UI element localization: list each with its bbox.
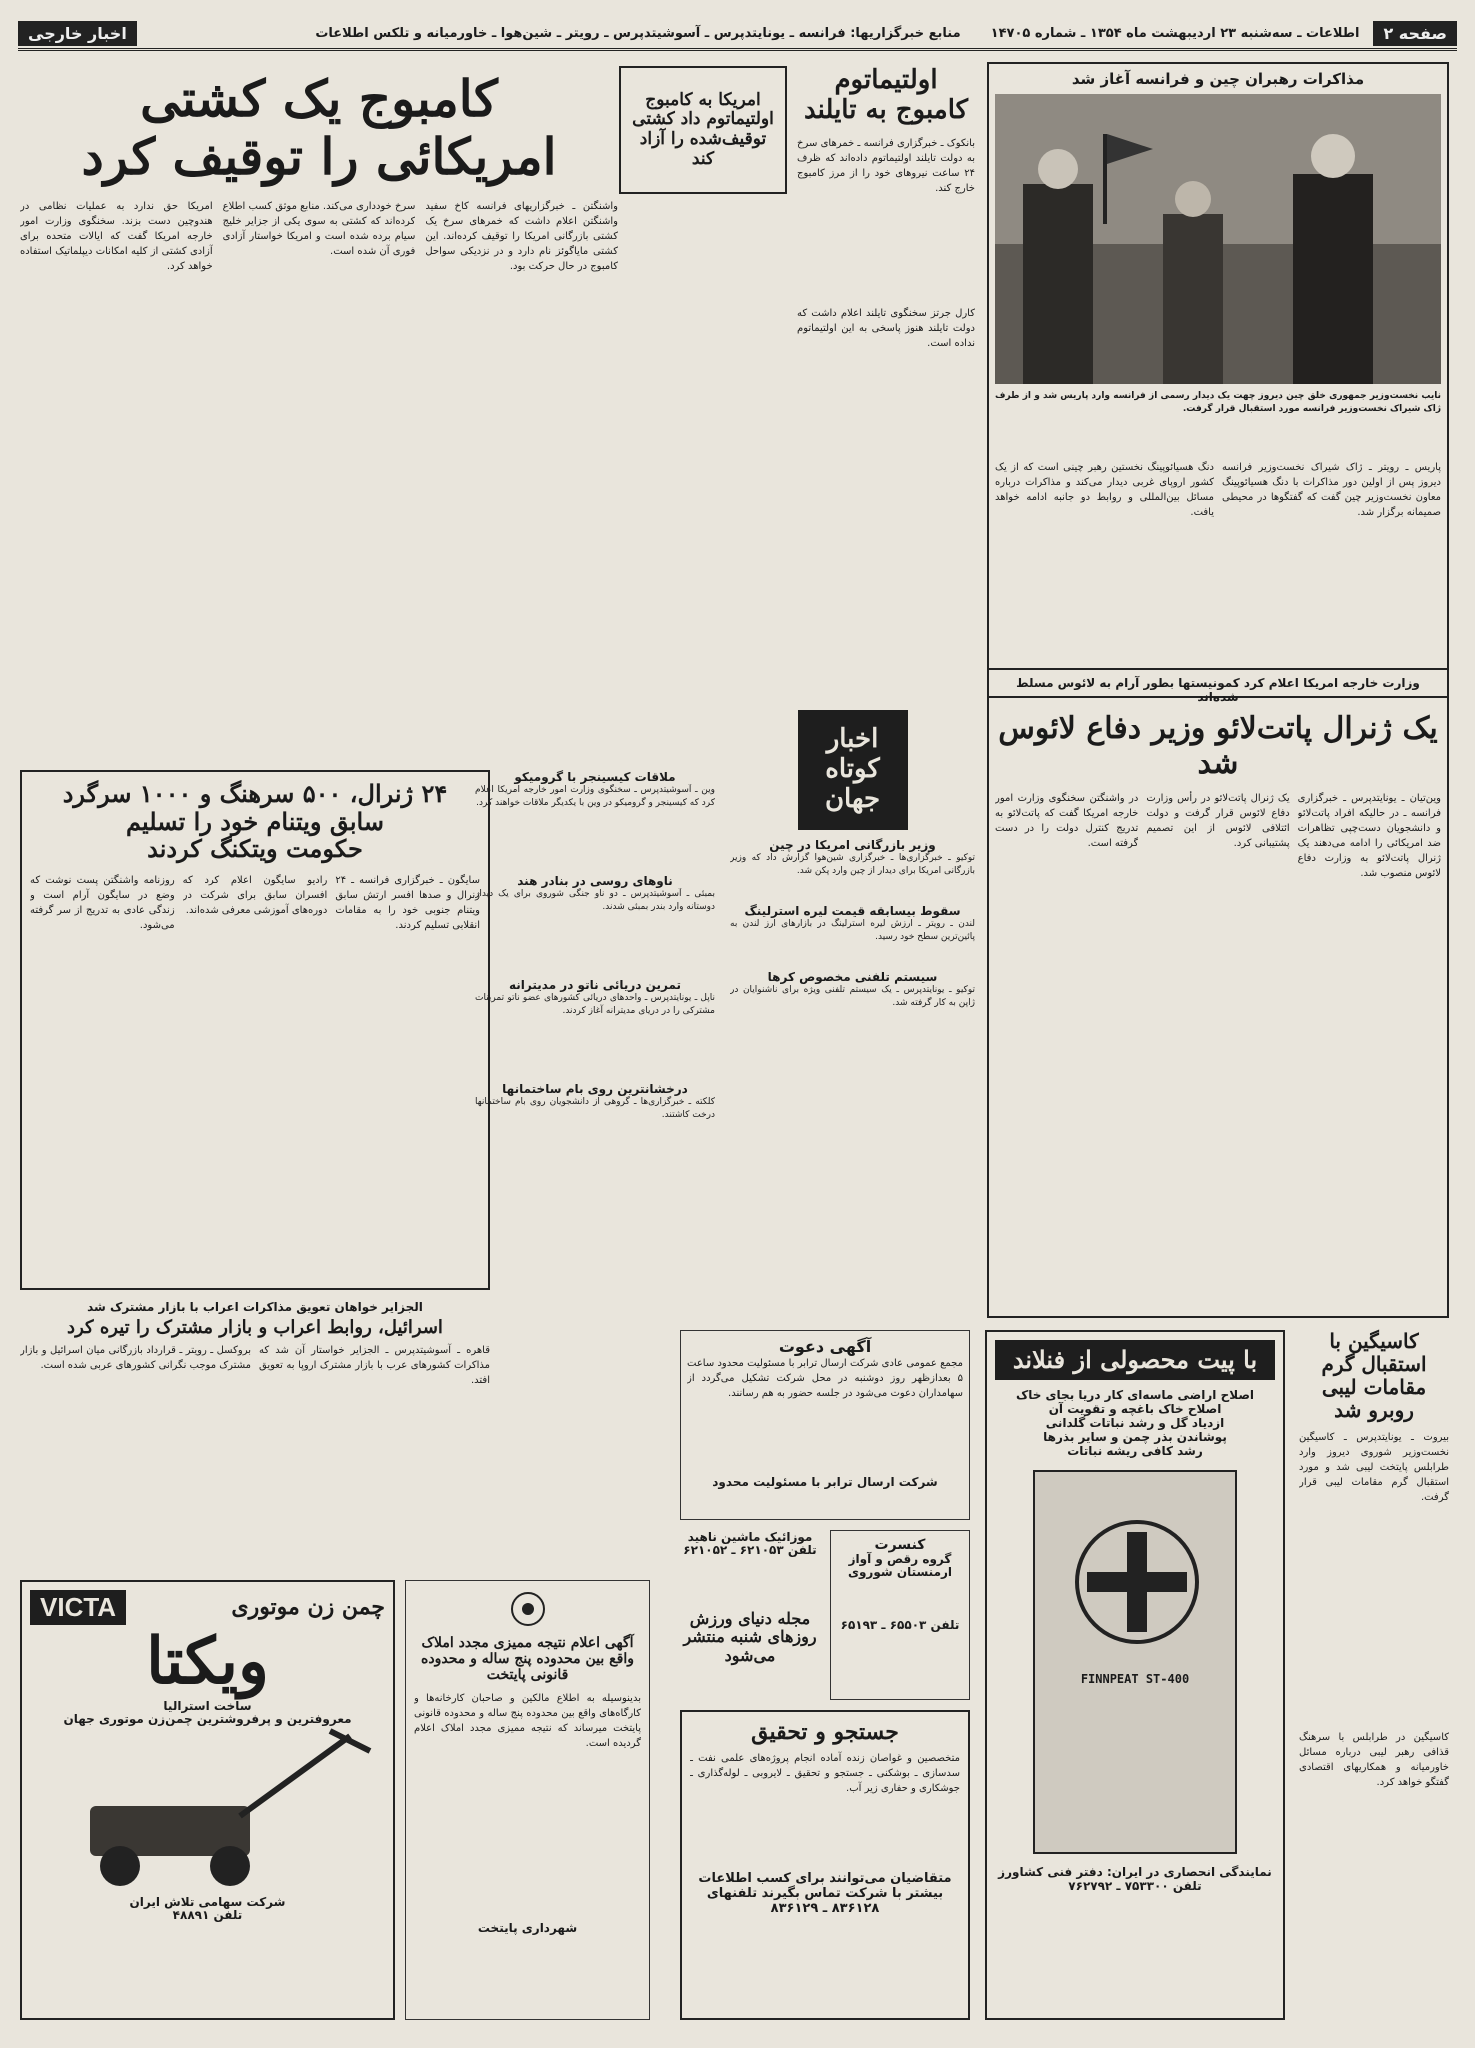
thailand-story [797,66,975,676]
short-news-text-2: بمبئی ـ آسوشیتدپرس ـ دو ناو جنگی شوروی برای یک دیدار دوستانه وارد بندر بمبئی شدند. [475,889,715,912]
short-news-heading-1: ملاقات کیسینجر با گرومیکو [514,770,676,784]
municipal-signature: شهرداری پایتخت [477,1921,578,1936]
municipal-ad [405,1580,650,2020]
vietnam-headline-2: سابق ویتنام خود را تسلیم [126,806,384,836]
kosygin-story [1299,1330,1449,2020]
vietnam-body-3: روزنامه واشنگتن پست نوشت که وضع در سایگون آرام است و زندگی عادی به تدریج از سر گرفته می‌شود. [29,874,175,931]
laos-body-2: یک ژنرال پاتت‌لائو در رأس وزارت دفاع لائوس قرار گرفت و دولت ائتلافی لائوس از این تصمیم پشتیبانی کرد. [1146,793,1290,849]
main-body-2: سرخ خودداری می‌کند. منابع موثق کسب اطلاع کرده‌اند که کشتی به سوی یکی از جزایر خلیج سیام برده شده است و امریکا خواستار آزادی فوری آن شده است. [222,201,416,257]
research-ad [680,1710,970,2020]
short-news-heading-6: درخشانترین روی بام ساختمانها [502,1082,688,1096]
china-body-1: پاریس ـ رویتر ـ ژاک شیراک نخست‌وزیر فرانسه دیروز پس از اولین دور مذاکرات با دنگ هسیائوپینگ معاون نخست‌وزیر چین گفت که گفتگوها در محیطی صمیمانه برگزار شد. [1222,462,1441,518]
vietnam-headline-3: حکومت ویتکنگ کردند [147,834,363,864]
ultimatum-box [619,66,787,194]
kosygin-body-2: کاسیگین در طرابلس با سرهنگ قذافی رهبر لیبی درباره مسائل خاورمیانه و همکاریهای اقتصادی گفتگو خواهد کرد. [1299,1732,1449,1788]
laos-body-1: وین‌تیان ـ یونایتدپرس ـ خبرگزاری فرانسه ـ در حالیکه افراد پاتت‌لائو و دانشجویان دست‌چپی تظاهرات ضد امریکائی را ادامه می‌دهند یک ژنرال پاتت‌لائو به وزارت دفاع لائوس منصوب شد. [1297,793,1441,879]
victa-brand-latin: VICTA [30,1590,126,1625]
short-news-heading-2: ناوهای روسی در بنادر هند [517,874,673,888]
victa-tagline: معروفترین و پرفروشترین چمن‌زن موتوری جهان [63,1711,352,1726]
victa-brand: ویکتا [146,1624,269,1699]
peat-line-0: اصلاح اراضی ماسه‌ای کار دریا بجای خاک [1015,1387,1255,1402]
algeria-kicker: الجزایر خواهان تعویق مذاکرات اعراب با بازار مشترک شد [87,1300,423,1314]
kosygin-headline: کاسیگین با استقبال گرم مقامات لیبی روبرو شد [1321,1329,1427,1422]
sport-ad [680,1610,820,1700]
peat-line-3: پوشاندن بذر چمن و سایر بذرها [1043,1429,1227,1444]
victa-dealer: شرکت سهامی تلاش ایران [129,1894,286,1909]
photo-illustration [995,94,1441,384]
short-news-heading-0: وزیر بازرگانی امریکا در چین [769,838,936,852]
vietnam-body-2: رادیو سایگون اعلام کرد که افسران سابق برای شرکت در دوره‌های آموزشی معرفی شده‌اند. [182,874,328,916]
kosygin-body-1: بیروت ـ یونایتدپرس ـ کاسیگین نخست‌وزیر شوروی دیروز وارد طرابلس پایتخت لیبی شد و مورد استقبال گرم مقامات لیبی قرار گرفت. [1299,1432,1449,1503]
music-title: موزائیک ماشین ناهید [687,1530,813,1544]
victa-title: چمن زن موتوری [231,1593,385,1620]
music-ad [680,1530,820,1600]
research-title: جستجو و تحقیق [751,1719,899,1745]
main-headline-2: امریکائی را توقیف کرد [81,126,557,186]
page-label: صفحه ۲ [1373,21,1457,46]
main-headline-1: کامبوج یک کشتی [140,69,498,128]
peat-line-1: اصلاح خاک باغچه و تقویت آن [1048,1401,1222,1416]
thailand-body-2: کارل جرتز سخنگوی تایلند اعلام داشت که دولت تایلند هنوز پاسخی به این اولتیماتوم نداده است. [797,307,975,349]
invitation-text: مجمع عمومی عادی شرکت ارسال ترابر با مسئولیت محدود ساعت ۵ بعدازظهر روز دوشنبه در محل شرکت تشکیل می‌گردد از سهامداران دعوت می‌شود در جلسه حضور به هم رسانند. [687,1358,963,1399]
lawnmower-icon [30,1726,385,1896]
short-news-heading-5: سیستم تلفنی مخصوص کرها [767,970,938,984]
laos-kicker: وزارت خارجه امریکا اعلام کرد کمونیستها بطور آرام به لائوس مسلط شده‌اند [1016,676,1420,704]
short-news-text-5: توکیو ـ یونایتدپرس ـ یک سیستم تلفنی ویژه برای ناشنوایان در ژاپن به کار گرفته شد. [730,985,975,1008]
short-news-text-0: توکیو ـ خبرگزاری‌ها ـ خبرگزاری شین‌هوا گزارش داد که وزیر بازرگانی امریکا برای دیدار از چین وارد پکن شد. [730,853,975,876]
algeria-body-1: قاهره ـ آسوشیتدپرس ـ الجزایر خواستار آن شد که مذاکرات کشورهای عرب با بازار مشترک اروپا به تعویق افتد. [259,1344,490,1386]
laos-story [987,668,1449,1318]
concert-phone: تلفن ۶۵۵۰۳ ـ ۶۵۱۹۳ [840,1618,960,1632]
invitation-ad [680,1330,970,1520]
short-news-text-4: ناپل ـ یونایتدپرس ـ واحدهای دریائی کشورهای عضو ناتو تمرینات مشترکی را در دریای مدیترانه آغاز کردند. [475,993,715,1016]
vietnam-story [20,770,490,1290]
peat-dealer: نمایندگی انحصاری در ایران: دفتر فنی کشاورز [998,1864,1272,1879]
short-news-text-6: کلکته ـ خبرگزاری‌ها ـ گروهی از دانشجویان روی بام ساختمانها درخت کاشتند. [475,1097,715,1120]
peat-line-4: رشد کافی ریشه نباتات [1067,1443,1203,1458]
peat-phone: تلفن ۷۵۳۳۰۰ ـ ۷۶۲۷۹۲ [1068,1878,1202,1893]
section-label: اخبار خارجی [18,21,137,46]
short-news-title: اخبار کوتاه جهان [798,710,908,830]
ultimatum-title: امریکا به کامبوج اولتیماتوم داد کشتی توقیف‌شده را آزاد کند [632,89,774,169]
main-body-3: امریکا حق ندارد به عملیات نظامی در هندوچین دست بزند. سخنگوی وزارت امور خارجه امریکا گفت که ایالات متحده برای آزادی کشتی از کلیه امکانات دیپلماتیک استفاده خواهد کرد. [19,201,213,272]
short-news-heading-3: سقوط بیسابقه قیمت لیره استرلینگ [744,904,961,918]
algeria-body-2: بروکسل ـ رویتر ـ قرارداد بازرگانی میان اسرائیل و بازار مشترک موجب نگرانی کشورهای عربی شده است. [20,1344,251,1371]
concert-text: گروه رقص و آواز ارمنستان شوروی [847,1552,953,1579]
china-photo [995,94,1441,384]
issue-line: اطلاعات ـ سه‌شنبه ۲۳ اردیبهشت ماه ۱۳۵۴ ـ شماره ۱۴۷۰۵ [990,25,1360,41]
invitation-title: آگهی دعوت [778,1337,872,1356]
peat-bag-logo [1039,1472,1235,1672]
victa-subtitle: ساخت استرالیا [163,1698,252,1713]
research-text: متخصصین و غواصان زنده آماده انجام پروژه‌های علمی نفت ـ سدسازی ـ بوشکنی ـ جستجو و تحقیق ـ لایروبی ـ لوله‌گذاری ـ جوشکاری و حفاری زیر آب. [690,1753,960,1795]
music-phone: تلفن ۶۲۱۰۵۳ ـ ۶۲۱۰۵۲ [683,1543,817,1557]
china-story [987,62,1449,698]
peat-bag-label: FINNPEAT ST-400 [1080,1671,1190,1686]
sources-line: منابع خبرگزاریها: فرانسه ـ یونایتدپرس ـ آسوشیتدپرس ـ رویتر ـ شین‌هوا ـ خاورمیانه و تلکس اطلاعات [315,25,961,41]
short-news [730,710,975,1320]
victa-phone: تلفن ۴۸۸۹۱ [172,1907,243,1922]
thailand-body-1: بانکوک ـ خبرگزاری فرانسه ـ خمرهای سرخ به دولت تایلند اولتیماتوم داده‌اند که ظرف ۲۴ ساعت نیروهای خود را از مرز کامبوج خارج کند. [797,137,975,194]
peat-title: با پیت محصولی از فنلاند [995,1340,1275,1380]
vietnam-body-1: سایگون ـ خبرگزاری فرانسه ـ ۲۴ ژنرال و صدها افسر ارتش سابق ویتنام جنوبی خود را به مقامات انقلابی تسلیم کردند. [335,874,480,931]
municipal-text: بدینوسیله به اطلاع مالکین و صاحبان کارخانه‌ها و کارگاه‌های واقع بین محدوده پنج ساله و محدوده قانونی پایتخت میرساند که نتیجه ممیزی مجدد املاک اعلام گردیده است. [414,1693,641,1750]
victa-ad [20,1580,395,2020]
page-header [18,18,1457,51]
invitation-footer: شرکت ارسال ترابر با مسئولیت محدود [712,1475,938,1489]
china-body-2: دنگ هسیائوپینگ نخستین رهبر چینی است که از یک کشور اروپای غربی دیدار می‌کند و مذاکرات درباره مسائل بین‌المللی و روابط دو جانبه ادامه خواهد یافت. [995,462,1214,518]
sport-text: مجله دنیای ورزش روزهای شنبه منتشر می‌شود [683,1609,817,1665]
vietnam-headline-1: ۲۴ ژنرال، ۵۰۰ سرهنگ و ۱۰۰۰ سرگرد [62,779,448,808]
short-news-text-1: وین ـ آسوشیتدپرس ـ سخنگوی وزارت امور خارجه امریکا اعلام کرد که کیسینجر و گرومیکو در وین با یکدیگر ملاقات خواهند کرد. [475,785,715,808]
main-story [20,62,618,770]
short-news-col-2 [475,770,715,1330]
short-news-heading-4: تمرین دریائی ناتو در مدیترانه [509,978,681,992]
emblem-icon [508,1589,548,1629]
concert-ad [830,1530,970,1700]
concert-title: کنسرت [874,1537,926,1553]
thailand-headline: اولتیماتوم کامبوج به تایلند [803,65,969,125]
short-news-text-3: لندن ـ رویتر ـ ارزش لیره استرلینگ در بازارهای ارز لندن به پائین‌ترین سطح خود رسید. [730,919,975,942]
laos-body-3: در واشنگتن سخنگوی وزارت امور خارجه امریکا گفت که پاتت‌لائو به تدریج کنترل دولت را در دست گرفته است. [995,793,1139,849]
peat-ad [985,1330,1285,2020]
laos-headline: یک ژنرال پاتت‌لائو وزیر دفاع لائوس شد [998,711,1438,781]
china-caption: نایب نخست‌وزیر جمهوری خلق چین دیروز چهت یک دیدار رسمی از فرانسه وارد پاریس شد و از طرف ژاک شیراک نخست‌وزیر فرانسه مورد استقبال قرار گرفت. [995,391,1441,414]
peat-bag [1033,1470,1237,1854]
china-headline: مذاکرات رهبران چین و فرانسه آغاز شد [1071,70,1365,88]
municipal-title: آگهی اعلام نتیجه ممیزی مجدد املاک واقع بین محدوده پنج ساله و محدوده قانونی پایتخت [421,1635,634,1684]
algeria-headline: اسرائیل، روابط اعراب و بازار مشترک را تیره کرد [67,1317,443,1338]
algeria-story [20,1300,490,1450]
research-contact: متقاضیان می‌توانند برای کسب اطلاعات بیشتر با شرکت تماس بگیرند تلفنهای ۸۳۶۱۲۸ ـ ۸۳۶۱۲۹ [698,1871,952,1917]
peat-line-2: ازدیاد گل و رشد نباتات گلدانی [1045,1415,1225,1430]
main-body-1: واشنگتن ـ خبرگزاریهای فرانسه کاخ سفید واشنگتن اعلام داشت که خمرهای سرخ یک کشتی بازرگانی امریکا را توقیف کرده‌اند. این کشتی مایاگوئز نام دارد و در نزدیکی سواحل کامبوج در حال حرکت بود. [425,201,618,272]
